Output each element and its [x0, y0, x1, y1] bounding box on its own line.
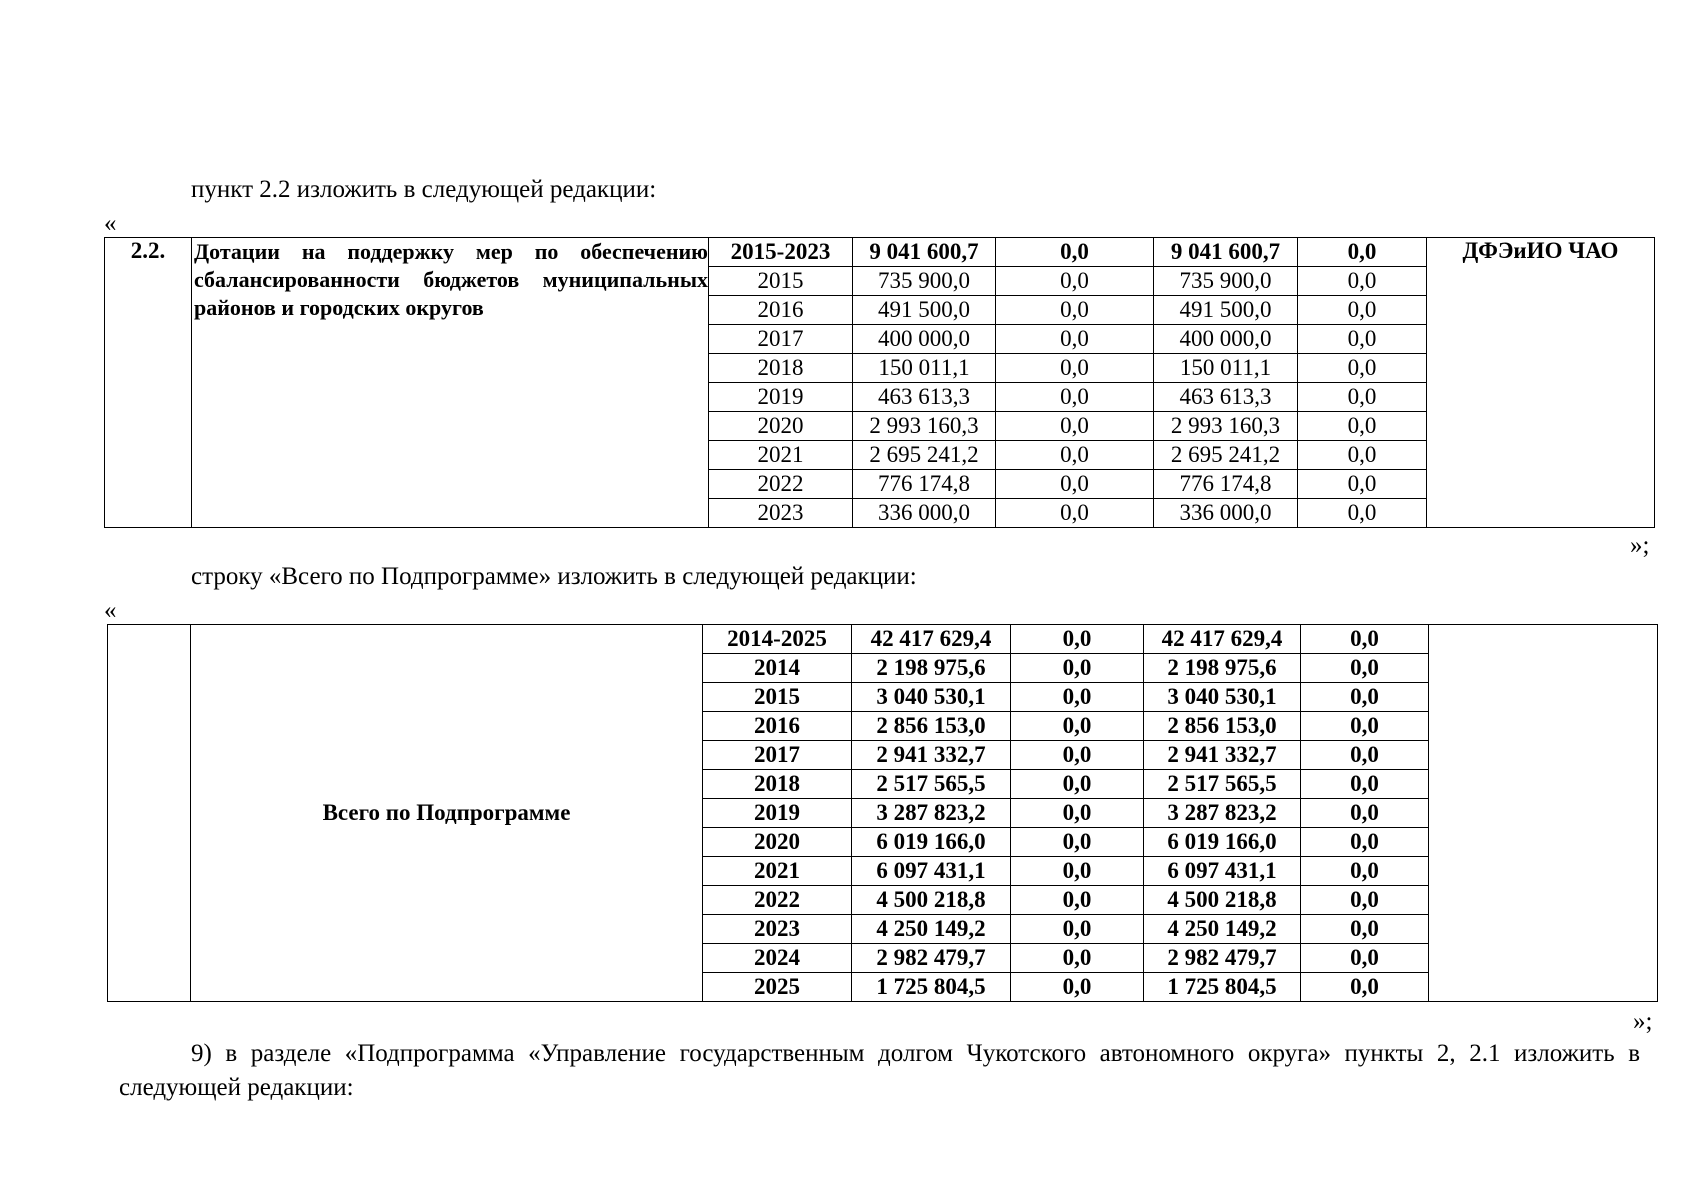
federal-cell: 0,0: [996, 296, 1154, 325]
other-cell: 0,0: [1301, 683, 1429, 712]
federal-cell: 0,0: [1011, 973, 1144, 1002]
period-cell: 2017: [703, 741, 852, 770]
regional-cell: 2 695 241,2: [1154, 441, 1298, 470]
other-cell: 0,0: [1298, 296, 1427, 325]
regional-cell: 150 011,1: [1154, 354, 1298, 383]
open-quote-1: «: [104, 210, 117, 237]
federal-cell: 0,0: [996, 470, 1154, 499]
period-cell: 2021: [703, 857, 852, 886]
other-cell: 0,0: [1301, 886, 1429, 915]
total-cell: 2 982 479,7: [852, 944, 1011, 973]
regional-cell: 491 500,0: [1154, 296, 1298, 325]
regional-cell: 9 041 600,7: [1154, 238, 1298, 267]
regional-cell: 2 993 160,3: [1154, 412, 1298, 441]
regional-cell: 6 019 166,0: [1144, 828, 1301, 857]
other-cell: 0,0: [1298, 441, 1427, 470]
other-cell: 0,0: [1301, 741, 1429, 770]
final-paragraph-text: 9) в разделе «Подпрограмма «Управление государственным долгом Чукотского автономного округа» пункты 2, 2.1 изложить в следующей редакции:: [119, 1040, 1640, 1101]
total-cell: 491 500,0: [853, 296, 996, 325]
other-cell: 0,0: [1301, 654, 1429, 683]
federal-cell: 0,0: [1011, 799, 1144, 828]
period-cell: 2024: [703, 944, 852, 973]
regional-cell: 2 856 153,0: [1144, 712, 1301, 741]
total-cell: 776 174,8: [853, 470, 996, 499]
total-cell: 2 517 565,5: [852, 770, 1011, 799]
total-label: Всего по Подпрограмме: [191, 625, 703, 1002]
executor-cell: ДФЭиИО ЧАО: [1427, 238, 1655, 528]
period-cell: 2022: [709, 470, 853, 499]
federal-cell: 0,0: [1011, 944, 1144, 973]
empty-number-cell: [108, 625, 191, 1002]
regional-cell: 2 982 479,7: [1144, 944, 1301, 973]
federal-cell: 0,0: [1011, 654, 1144, 683]
total-cell: 3 040 530,1: [852, 683, 1011, 712]
federal-cell: 0,0: [1011, 770, 1144, 799]
federal-cell: 0,0: [996, 441, 1154, 470]
total-cell: 400 000,0: [853, 325, 996, 354]
regional-cell: 4 250 149,2: [1144, 915, 1301, 944]
other-cell: 0,0: [1301, 857, 1429, 886]
period-cell: 2019: [703, 799, 852, 828]
federal-cell: 0,0: [1011, 828, 1144, 857]
subprogram-item-table: [104, 237, 1655, 528]
federal-cell: 0,0: [996, 325, 1154, 354]
period-cell: 2020: [703, 828, 852, 857]
regional-cell: 3 287 823,2: [1144, 799, 1301, 828]
period-cell: 2025: [703, 973, 852, 1002]
other-cell: 0,0: [1301, 944, 1429, 973]
table-row: [108, 625, 1658, 654]
regional-cell: 42 417 629,4: [1144, 625, 1301, 654]
regional-cell: 463 613,3: [1154, 383, 1298, 412]
regional-cell: 735 900,0: [1154, 267, 1298, 296]
total-cell: 3 287 823,2: [852, 799, 1011, 828]
other-cell: 0,0: [1301, 828, 1429, 857]
empty-executor-cell: [1429, 625, 1658, 1002]
other-cell: 0,0: [1301, 625, 1429, 654]
total-cell: 1 725 804,5: [852, 973, 1011, 1002]
federal-cell: 0,0: [996, 499, 1154, 528]
total-cell: 463 613,3: [853, 383, 996, 412]
period-cell: 2014: [703, 654, 852, 683]
regional-cell: 6 097 431,1: [1144, 857, 1301, 886]
federal-cell: 0,0: [996, 267, 1154, 296]
federal-cell: 0,0: [1011, 915, 1144, 944]
other-cell: 0,0: [1298, 325, 1427, 354]
total-cell: 2 993 160,3: [853, 412, 996, 441]
federal-cell: 0,0: [1011, 712, 1144, 741]
period-cell: 2018: [703, 770, 852, 799]
federal-cell: 0,0: [1011, 741, 1144, 770]
other-cell: 0,0: [1298, 470, 1427, 499]
regional-cell: 2 941 332,7: [1144, 741, 1301, 770]
item-description: Дотации на поддержку мер по обеспечению сбалансированности бюджетов муниципальных районов и городских округов: [192, 238, 709, 528]
total-cell: 2 941 332,7: [852, 741, 1011, 770]
federal-cell: 0,0: [996, 238, 1154, 267]
federal-cell: 0,0: [1011, 683, 1144, 712]
close-quote-1: »;: [1630, 532, 1650, 559]
federal-cell: 0,0: [1011, 625, 1144, 654]
period-cell: 2014-2025: [703, 625, 852, 654]
other-cell: 0,0: [1301, 712, 1429, 741]
other-cell: 0,0: [1301, 799, 1429, 828]
other-cell: 0,0: [1298, 412, 1427, 441]
final-paragraph: [119, 1037, 1640, 1105]
period-cell: 2015-2023: [709, 238, 853, 267]
federal-cell: 0,0: [996, 354, 1154, 383]
other-cell: 0,0: [1301, 770, 1429, 799]
regional-cell: 2 198 975,6: [1144, 654, 1301, 683]
period-cell: 2015: [703, 683, 852, 712]
federal-cell: 0,0: [996, 383, 1154, 412]
other-cell: 0,0: [1298, 267, 1427, 296]
intro-paragraph-2: строку «Всего по Подпрограмме» изложить в следующей редакции:: [191, 563, 917, 590]
regional-cell: 776 174,8: [1154, 470, 1298, 499]
total-cell: 9 041 600,7: [853, 238, 996, 267]
table-row: [105, 238, 1655, 267]
other-cell: 0,0: [1298, 238, 1427, 267]
period-cell: 2016: [709, 296, 853, 325]
total-cell: 6 097 431,1: [852, 857, 1011, 886]
period-cell: 2016: [703, 712, 852, 741]
period-cell: 2022: [703, 886, 852, 915]
regional-cell: 336 000,0: [1154, 499, 1298, 528]
period-cell: 2023: [709, 499, 853, 528]
total-cell: 6 019 166,0: [852, 828, 1011, 857]
regional-cell: 2 517 565,5: [1144, 770, 1301, 799]
federal-cell: 0,0: [1011, 857, 1144, 886]
other-cell: 0,0: [1298, 383, 1427, 412]
open-quote-2: «: [104, 597, 117, 624]
total-cell: 2 695 241,2: [853, 441, 996, 470]
regional-cell: 400 000,0: [1154, 325, 1298, 354]
period-cell: 2018: [709, 354, 853, 383]
regional-cell: 4 500 218,8: [1144, 886, 1301, 915]
regional-cell: 1 725 804,5: [1144, 973, 1301, 1002]
regional-cell: 3 040 530,1: [1144, 683, 1301, 712]
other-cell: 0,0: [1298, 354, 1427, 383]
subprogram-total-table: [107, 624, 1658, 1002]
intro-paragraph-1: пункт 2.2 изложить в следующей редакции:: [191, 176, 657, 203]
other-cell: 0,0: [1298, 499, 1427, 528]
period-cell: 2020: [709, 412, 853, 441]
close-quote-2: »;: [1633, 1008, 1653, 1035]
total-cell: 150 011,1: [853, 354, 996, 383]
federal-cell: 0,0: [996, 412, 1154, 441]
item-number: 2.2.: [105, 238, 192, 528]
period-cell: 2015: [709, 267, 853, 296]
total-cell: 735 900,0: [853, 267, 996, 296]
total-cell: 336 000,0: [853, 499, 996, 528]
other-cell: 0,0: [1301, 973, 1429, 1002]
federal-cell: 0,0: [1011, 886, 1144, 915]
period-cell: 2021: [709, 441, 853, 470]
other-cell: 0,0: [1301, 915, 1429, 944]
total-cell: 42 417 629,4: [852, 625, 1011, 654]
total-cell: 4 500 218,8: [852, 886, 1011, 915]
period-cell: 2019: [709, 383, 853, 412]
total-cell: 4 250 149,2: [852, 915, 1011, 944]
total-cell: 2 198 975,6: [852, 654, 1011, 683]
total-cell: 2 856 153,0: [852, 712, 1011, 741]
period-cell: 2017: [709, 325, 853, 354]
period-cell: 2023: [703, 915, 852, 944]
